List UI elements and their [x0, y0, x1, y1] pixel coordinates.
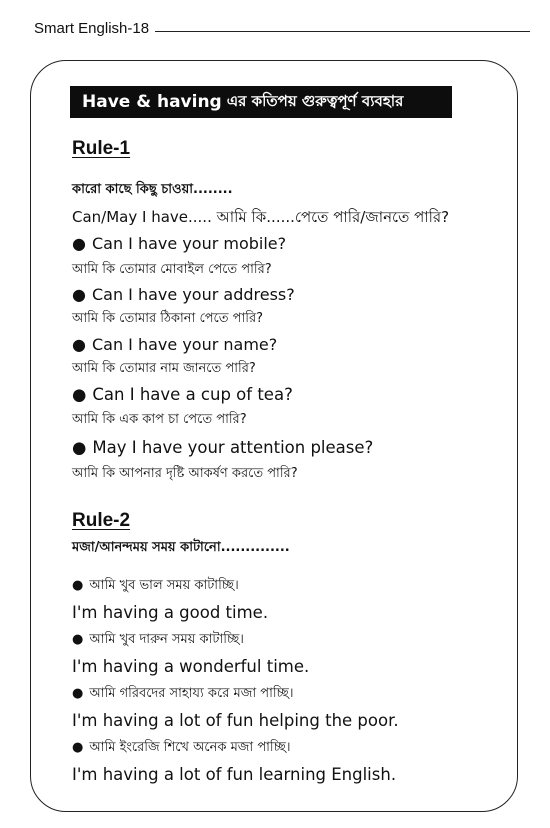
bullet-icon: ●: [72, 285, 86, 304]
rule2-example-2-en: I'm having a wonderful time.: [72, 657, 310, 676]
rule2-heading: Rule-2: [72, 510, 131, 531]
bullet-icon: ●: [72, 335, 86, 354]
rule1-example-1-bn: আমি কি তোমার মোবাইল পেতে পারি?: [72, 262, 272, 277]
rule2-example-3-bn: ● আমি গরিবদের সাহায্য করে মজা পাচ্ছি।: [72, 686, 294, 701]
rule1-pattern: Can/May I have..... আমি কি......পেতে পারি/জানতে পারি?: [72, 208, 450, 226]
rule2-example-3-en: I'm having a lot of fun helping the poor.: [72, 711, 399, 730]
rule1-example-4-bn: আমি কি এক কাপ চা পেতে পারি?: [72, 412, 247, 427]
rule1-example-5-en: ● May I have your attention please?: [72, 438, 374, 457]
rule2-example-2-bn: ● আমি খুব দারুন সময় কাটাচ্ছি।: [72, 632, 244, 647]
page-header-label: Smart English-18: [34, 19, 150, 37]
bullet-icon: ●: [72, 578, 84, 593]
rule1-example-5-bn: আমি কি আপনার দৃষ্টি আকর্ষণ করতে পারি?: [72, 466, 298, 481]
bullet-icon: ●: [72, 234, 86, 253]
title-bengali: এর কতিপয় গুরুত্বপূর্ণ ব্যবহার: [226, 91, 404, 110]
title-banner: [70, 86, 452, 118]
bullet-icon: ●: [72, 438, 87, 457]
rule1-example-1-en: ● Can I have your mobile?: [72, 234, 287, 253]
rule2-example-1-en: I'm having a good time.: [72, 603, 269, 622]
rule2-example-1-bn: ● আমি খুব ভাল সময় কাটাচ্ছি।: [72, 578, 239, 593]
rule1-example-3-bn: আমি কি তোমার নাম জানতে পারি?: [72, 361, 256, 376]
rule1-example-2-en: ● Can I have your address?: [72, 285, 295, 304]
bullet-icon: ●: [72, 740, 84, 755]
rule1-intro: কারো কাছে কিছু চাওয়া........: [72, 182, 233, 197]
rule2-example-4-bn: ● আমি ইংরেজি শিখে অনেক মজা পাচ্ছি।: [72, 740, 291, 755]
title-english: Have & having: [82, 92, 222, 112]
bullet-icon: ●: [72, 385, 87, 404]
bullet-icon: ●: [72, 632, 84, 647]
rule1-example-4-en: ● Can I have a cup of tea?: [72, 385, 293, 404]
rule1-heading: Rule-1: [72, 138, 131, 159]
rule1-example-2-bn: আমি কি তোমার ঠিকানা পেতে পারি?: [72, 311, 264, 326]
rule1-example-3-en: ● Can I have your name?: [72, 335, 278, 354]
rule2-intro: মজা/আনন্দময় সময় কাটানো..............: [72, 540, 290, 555]
header-rule: [155, 31, 530, 32]
page-header: [34, 16, 530, 40]
rule2-example-4-en: I'm having a lot of fun learning English.: [72, 765, 397, 784]
bullet-icon: ●: [72, 686, 84, 701]
